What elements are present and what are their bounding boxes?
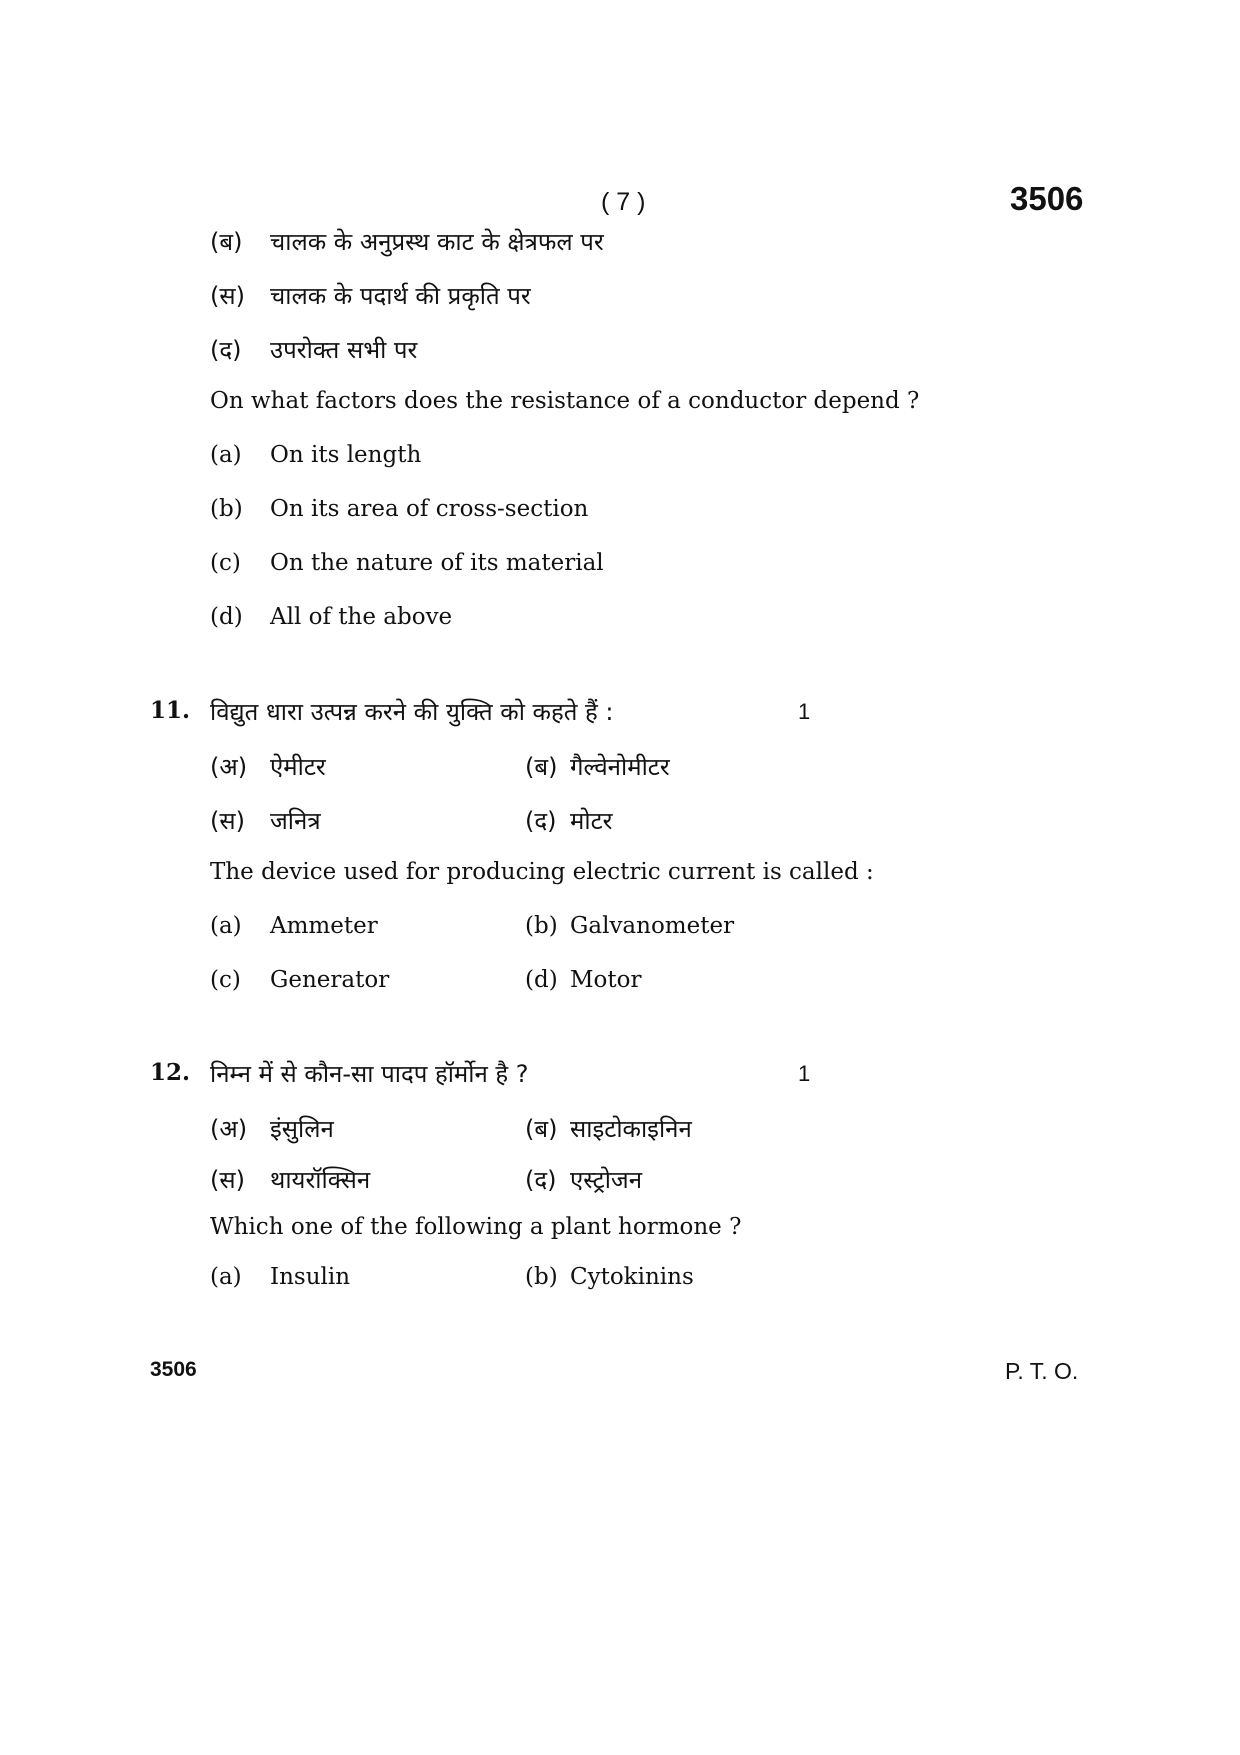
option-text: जनित्र xyxy=(270,807,321,835)
option-text: Insulin xyxy=(270,1264,351,1290)
option-label: (b) xyxy=(210,496,243,522)
option-text: Galvanometer xyxy=(570,913,735,939)
option-label: (द) xyxy=(525,807,557,835)
option-label: (c) xyxy=(210,550,241,576)
question-marks: 1 xyxy=(798,699,811,724)
option-label: (a) xyxy=(210,442,242,468)
paper-code-header: 3506 xyxy=(1010,180,1084,217)
question-text-english: Which one of the following a plant hormone ? xyxy=(210,1214,742,1240)
option-label: (ब) xyxy=(525,753,558,781)
question-text-english: The device used for producing electric current is called : xyxy=(210,859,874,885)
option-text: उपरोक्त सभी पर xyxy=(270,336,418,364)
paper-code-footer: 3506 xyxy=(150,1358,197,1381)
option-label: (स) xyxy=(210,282,245,310)
option-text: On its area of cross-section xyxy=(270,496,589,522)
option-text: ऐमीटर xyxy=(270,753,326,781)
question-text-hindi: विद्युत धारा उत्पन्न करने की युक्ति को कहते हैं : xyxy=(210,698,614,726)
option-text: Generator xyxy=(270,967,390,993)
pto-label: P. T. O. xyxy=(1005,1358,1079,1384)
option-label: (c) xyxy=(210,967,241,993)
option-text: Motor xyxy=(570,967,642,993)
option-label: (अ) xyxy=(210,753,248,781)
option-text: मोटर xyxy=(570,807,613,835)
option-label: (स) xyxy=(210,807,245,835)
option-text: All of the above xyxy=(270,604,453,630)
option-text: एस्ट्रोजन xyxy=(570,1166,643,1194)
option-text: Ammeter xyxy=(270,913,378,939)
option-label: (a) xyxy=(210,913,242,939)
option-text: इंसुलिन xyxy=(270,1115,334,1143)
question-text-hindi: निम्न में से कौन-सा पादप हॉर्मोन है ? xyxy=(210,1060,529,1088)
option-label: (स) xyxy=(210,1166,245,1194)
question-marks: 1 xyxy=(798,1061,811,1086)
option-text: On its length xyxy=(270,442,422,468)
option-label: (द) xyxy=(210,336,242,364)
option-label: (द) xyxy=(525,1166,557,1194)
option-text: On the nature of its material xyxy=(270,550,604,576)
option-text: Cytokinins xyxy=(570,1264,694,1290)
option-label: (ब) xyxy=(210,228,243,256)
option-label: (ब) xyxy=(525,1115,558,1143)
option-text: चालक के पदार्थ की प्रकृति पर xyxy=(270,282,531,310)
option-label: (b) xyxy=(525,1264,558,1290)
page-number: ( 7 ) xyxy=(601,188,646,216)
option-label: (अ) xyxy=(210,1115,248,1143)
option-label: (d) xyxy=(210,604,243,630)
option-text: चालक के अनुप्रस्थ काट के क्षेत्रफल पर xyxy=(270,228,604,256)
q10-english-question: On what factors does the resistance of a conductor depend ? xyxy=(210,388,920,414)
option-label: (b) xyxy=(525,913,558,939)
option-label: (d) xyxy=(525,967,558,993)
option-text: गैल्वेनोमीटर xyxy=(570,753,670,781)
question-number: 12. xyxy=(150,1059,191,1086)
option-text: थायरॉक्सिन xyxy=(270,1166,371,1194)
option-text: साइटोकाइनिन xyxy=(570,1115,692,1143)
question-number: 11. xyxy=(150,697,191,724)
option-label: (a) xyxy=(210,1264,242,1290)
